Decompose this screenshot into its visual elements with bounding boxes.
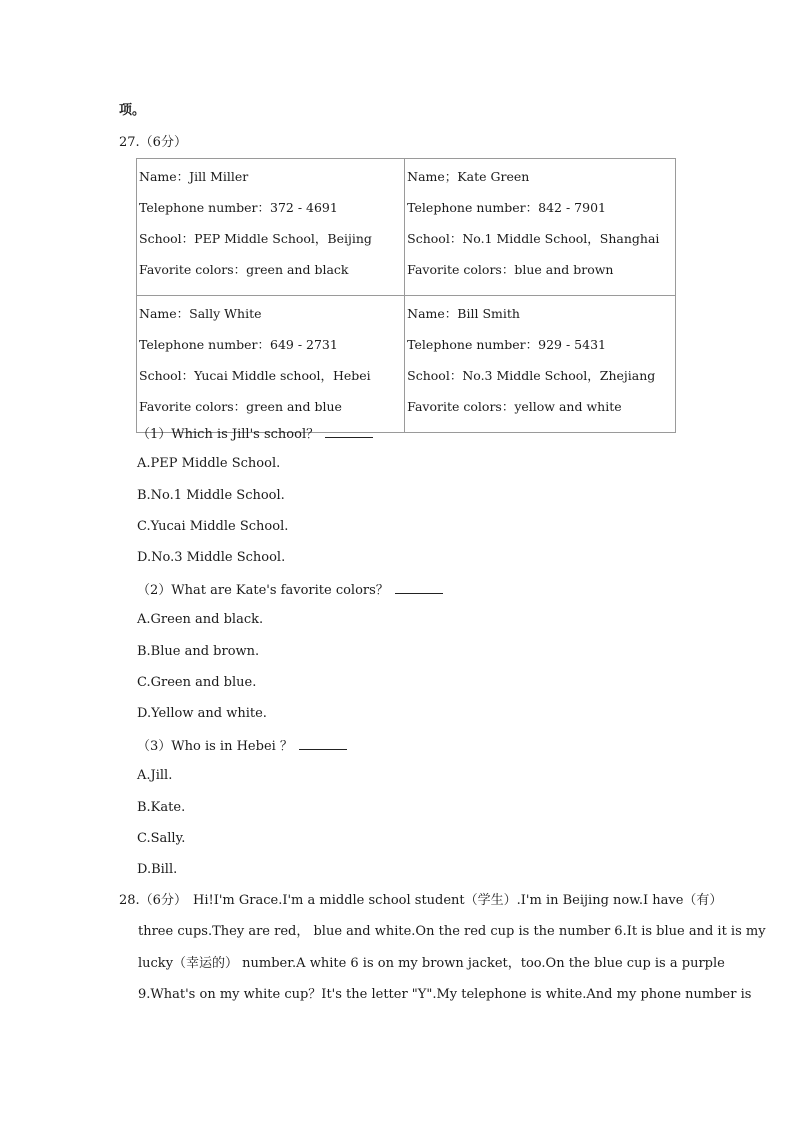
card-name: Name：Bill Smith — [407, 306, 520, 321]
prompt-text: （3）Who is in Hebei ？ — [137, 739, 293, 754]
card-name: Name：Jill Miller — [139, 169, 249, 184]
prompt-text: （1）Which is Jill's school？ — [137, 427, 320, 442]
question-prompt — [137, 737, 347, 755]
student-info-table — [136, 158, 676, 433]
answer-option[interactable]: C.Sally. — [137, 831, 186, 846]
card-school: School：No.3 Middle School，Zhejiang — [407, 368, 656, 383]
info-card-sally — [137, 296, 405, 433]
card-colors: Favorite colors：blue and brown — [407, 262, 614, 277]
prompt-text: （2）What are Kate's favorite colors？ — [137, 583, 389, 598]
card-phone: Telephone number：929 - 5431 — [407, 337, 606, 352]
question-prompt — [137, 581, 443, 599]
card-school: School：PEP Middle School，Beijing — [139, 231, 372, 246]
answer-option[interactable]: C.Green and blue. — [137, 675, 257, 690]
question-28-number: 28.（6分） — [119, 893, 187, 908]
card-colors: Favorite colors：yellow and white — [407, 399, 622, 414]
card-school: School：No.1 Middle School，Shanghai — [407, 231, 660, 246]
info-card-jill — [137, 159, 405, 296]
card-colors: Favorite colors：green and black — [139, 262, 349, 277]
answer-option[interactable]: B.No.1 Middle School. — [137, 488, 285, 503]
card-name: Name：Sally White — [139, 306, 262, 321]
answer-option[interactable]: A.Green and black. — [137, 612, 264, 627]
answer-option[interactable]: B.Kate. — [137, 800, 186, 815]
answer-blank[interactable] — [325, 425, 373, 438]
passage-line: 9.What's on my white cup？It's the letter "Y".My telephone is white.And my phone number is — [138, 987, 752, 1002]
header-fragment: 项。 — [119, 103, 146, 118]
answer-option[interactable]: A.Jill. — [137, 768, 173, 783]
answer-blank[interactable] — [299, 737, 347, 750]
answer-blank[interactable] — [395, 581, 443, 594]
answer-option[interactable]: A.PEP Middle School. — [137, 456, 281, 471]
question-prompt — [137, 425, 373, 443]
card-phone: Telephone number：842 - 7901 — [407, 200, 606, 215]
info-card-kate — [405, 159, 676, 296]
answer-option[interactable]: C.Yucai Middle School. — [137, 519, 289, 534]
answer-option[interactable]: D.No.3 Middle School. — [137, 550, 286, 565]
card-school: School：Yucai Middle school，Hebei — [139, 368, 371, 383]
card-phone: Telephone number：649 - 2731 — [139, 337, 338, 352]
card-name: Name；Kate Green — [407, 169, 530, 184]
answer-option[interactable]: D.Yellow and white. — [137, 706, 267, 721]
passage-line: three cups.They are red， blue and white.On the red cup is the number 6.It is blue and it is my — [138, 924, 766, 939]
card-colors: Favorite colors：green and blue — [139, 399, 342, 414]
passage-line: lucky（幸运的） number.A white 6 is on my brown jacket，too.On the blue cup is a purple — [138, 956, 725, 971]
answer-option[interactable]: D.Bill. — [137, 862, 178, 877]
card-phone: Telephone number：372 - 4691 — [139, 200, 338, 215]
passage-line: Hi!I'm Grace.I'm a middle school student（学生）.I'm in Beijing now.I have（有） — [193, 893, 723, 908]
question-27-number: 27.（6分） — [119, 135, 187, 150]
info-card-bill — [405, 296, 676, 433]
answer-option[interactable]: B.Blue and brown. — [137, 644, 260, 659]
